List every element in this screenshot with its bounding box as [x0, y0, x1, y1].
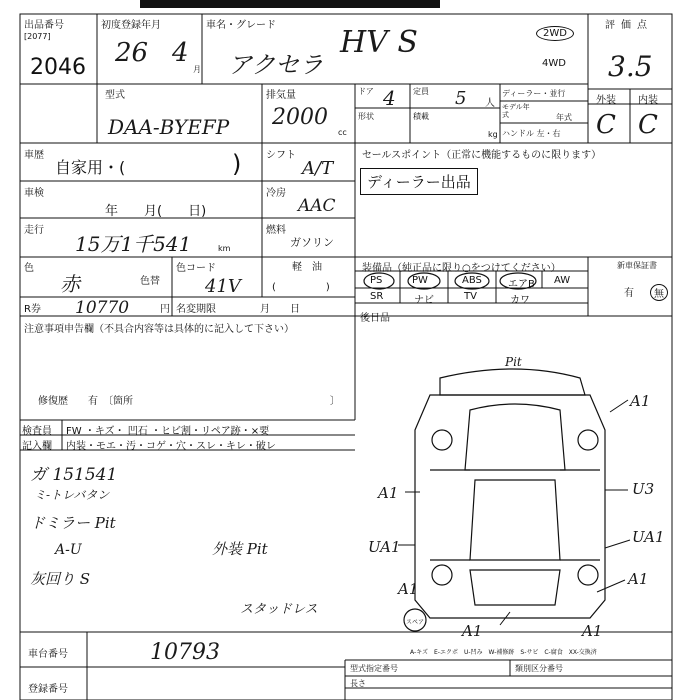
goshiteki-label: 後日品: [360, 313, 390, 324]
warranty-none: 無: [650, 284, 668, 301]
equip-leather: カワ: [510, 295, 530, 306]
diagram-top-pit: Pit: [505, 355, 522, 369]
lot-sub: [2077]: [24, 32, 51, 41]
class-label: 類別区分番号: [515, 664, 563, 673]
diagram-legend: A-キズ E-エクボ U-凹み W-補修跡 S-サビ C-腐食 XX-交換済: [410, 649, 597, 656]
record-label: 記入欄: [22, 441, 52, 452]
repair-label: 修復歴 有 〔箇所: [38, 396, 133, 407]
warranty-have: 有: [624, 288, 634, 299]
first-reg-year: 26: [115, 38, 149, 68]
yen-unit: 円: [160, 304, 170, 315]
kg-unit: kg: [488, 130, 498, 139]
repair-close: 〕: [330, 396, 340, 407]
shaken-value: 年 月( 日): [105, 204, 207, 219]
disp-label: 排気量: [266, 90, 296, 101]
legend-2: 内装・モエ・汚・コゲ・穴・スレ・キレ・破レ: [66, 441, 276, 452]
hand-note-5: 灰回り S: [30, 570, 91, 588]
model-value: DAA-BYEFP: [108, 115, 230, 139]
hand-note-6: 外装 Pit: [212, 540, 268, 558]
name-label: 車名・グレード: [206, 20, 276, 31]
cc-unit: cc: [338, 128, 347, 137]
handle-label: ハンドル 左・右: [502, 129, 561, 138]
chassis-label: 車台番号: [28, 649, 68, 660]
equip-airbag: エアB: [508, 279, 535, 290]
warranty-label: 新車保証書: [617, 261, 657, 270]
shaken-label: 車検: [24, 188, 44, 199]
ac-value: AAC: [298, 196, 336, 216]
int-label: 内装: [638, 95, 658, 106]
diagram-l3: A1: [398, 580, 419, 598]
ac-label: 冷房: [266, 188, 286, 199]
fuel-label: 燃料: [266, 225, 286, 236]
sales-value: ディーラー出品: [360, 168, 478, 195]
shift-value: A/T: [302, 158, 334, 179]
ext-label: 外装: [596, 95, 616, 106]
drive-2wd: 2WD: [536, 26, 574, 41]
disp-value: 2000: [272, 105, 328, 130]
model-year-label: モデル年式: [502, 103, 530, 119]
dealer-label: ディーラー・並行: [502, 89, 566, 98]
history-value: 自家用・(: [55, 158, 126, 177]
fuel-paren: ( ): [272, 282, 330, 293]
lot-number: 2046: [30, 55, 86, 80]
drive-4wd: 4WD: [542, 58, 566, 69]
equip-navi: ナビ: [414, 295, 434, 306]
door-label: ドア: [358, 87, 374, 96]
color-value: 赤: [60, 272, 80, 296]
equip-sr: SR: [370, 291, 384, 302]
colorcode-label: 色コード: [176, 263, 216, 274]
sales-label: セールスポイント（正常に機能するものに限ります）: [362, 150, 602, 161]
hand-note-4: A-U: [55, 542, 82, 558]
equip-tv: TV: [464, 291, 477, 302]
mileage-value: 15万1千541: [75, 232, 192, 256]
shape-label: 形状: [358, 112, 374, 121]
diagram-l1: A1: [378, 484, 399, 502]
year-unit: 年式: [556, 113, 572, 122]
diagram-l2: UA1: [368, 538, 401, 556]
fuel-alt: 軽 油: [292, 262, 322, 273]
capacity-value: 5: [455, 88, 467, 109]
car-diagram-outline: [404, 369, 605, 631]
meigi-label: 名変期限: [176, 304, 216, 315]
equip-circles: [360, 270, 590, 306]
km-unit: km: [218, 244, 231, 253]
first-reg-month: 4: [172, 38, 189, 68]
history-paren-close: ): [232, 150, 242, 178]
score-label: 評価点: [605, 20, 653, 31]
diagram-r3: UA1: [632, 528, 665, 546]
equip-aw: AW: [554, 275, 571, 286]
diagram-r1: A1: [630, 392, 651, 410]
diagram-r2: U3: [632, 480, 655, 498]
month-unit: 月: [193, 65, 201, 74]
caution-label: 注意事項申告欄（不具合内容等は具体的に記入して下さい）: [24, 324, 294, 335]
legend-1: FW ・キズ・ 凹石 ・ヒビ割・リペア跡・×要: [66, 426, 270, 437]
fuel-value: ガソリン: [290, 236, 334, 249]
door-value: 4: [383, 86, 396, 110]
hand-note-7: スタッドレス: [240, 602, 318, 617]
hand-note-1: ガ 151541: [30, 465, 118, 485]
r-label: R券: [24, 304, 41, 315]
ext-grade: C: [596, 110, 616, 140]
history-label: 車歴: [24, 150, 44, 161]
person-unit: 人: [485, 98, 495, 109]
load-label: 積載: [413, 112, 429, 121]
hand-note-3: ドミラー Pit: [30, 514, 116, 532]
equip-label: 装備品（純正品に限り○をつけてください）: [362, 263, 561, 274]
struct-label: 型式指定番号: [350, 664, 398, 673]
capacity-label: 定員: [413, 87, 429, 96]
chassis-value: 10793: [150, 640, 220, 665]
regno-label: 登録番号: [28, 684, 68, 695]
length-label: 長さ: [350, 679, 366, 688]
mileage-label: 走行: [24, 225, 44, 236]
meigi-value: 月 日: [260, 304, 300, 315]
hand-note-2: ミ-トレバタン: [34, 488, 110, 502]
diagram-b1: A1: [462, 622, 483, 640]
equip-abs: ABS: [462, 275, 482, 286]
color-label: 色: [24, 263, 34, 274]
equip-ps: PS: [370, 275, 383, 286]
diagram-b2: A1: [582, 622, 603, 640]
lot-label: 出品番号: [24, 20, 64, 31]
shift-label: シフト: [266, 150, 296, 161]
int-grade: C: [638, 110, 658, 140]
equip-pw: PW: [412, 275, 428, 286]
r-value: 10770: [75, 298, 130, 318]
first-reg-label: 初度登録年月: [101, 20, 161, 31]
car-name: アクセラ: [228, 51, 324, 79]
shade-label: 色替: [140, 276, 160, 287]
diagram-r4: A1: [628, 570, 649, 588]
colorcode-value: 41V: [205, 276, 241, 297]
model-label: 型式: [105, 90, 125, 101]
grade: HV S: [340, 25, 418, 60]
inspect-label: 検査員: [22, 426, 52, 437]
score-value: 3.5: [608, 50, 653, 83]
spare-label: スペア: [406, 619, 425, 626]
